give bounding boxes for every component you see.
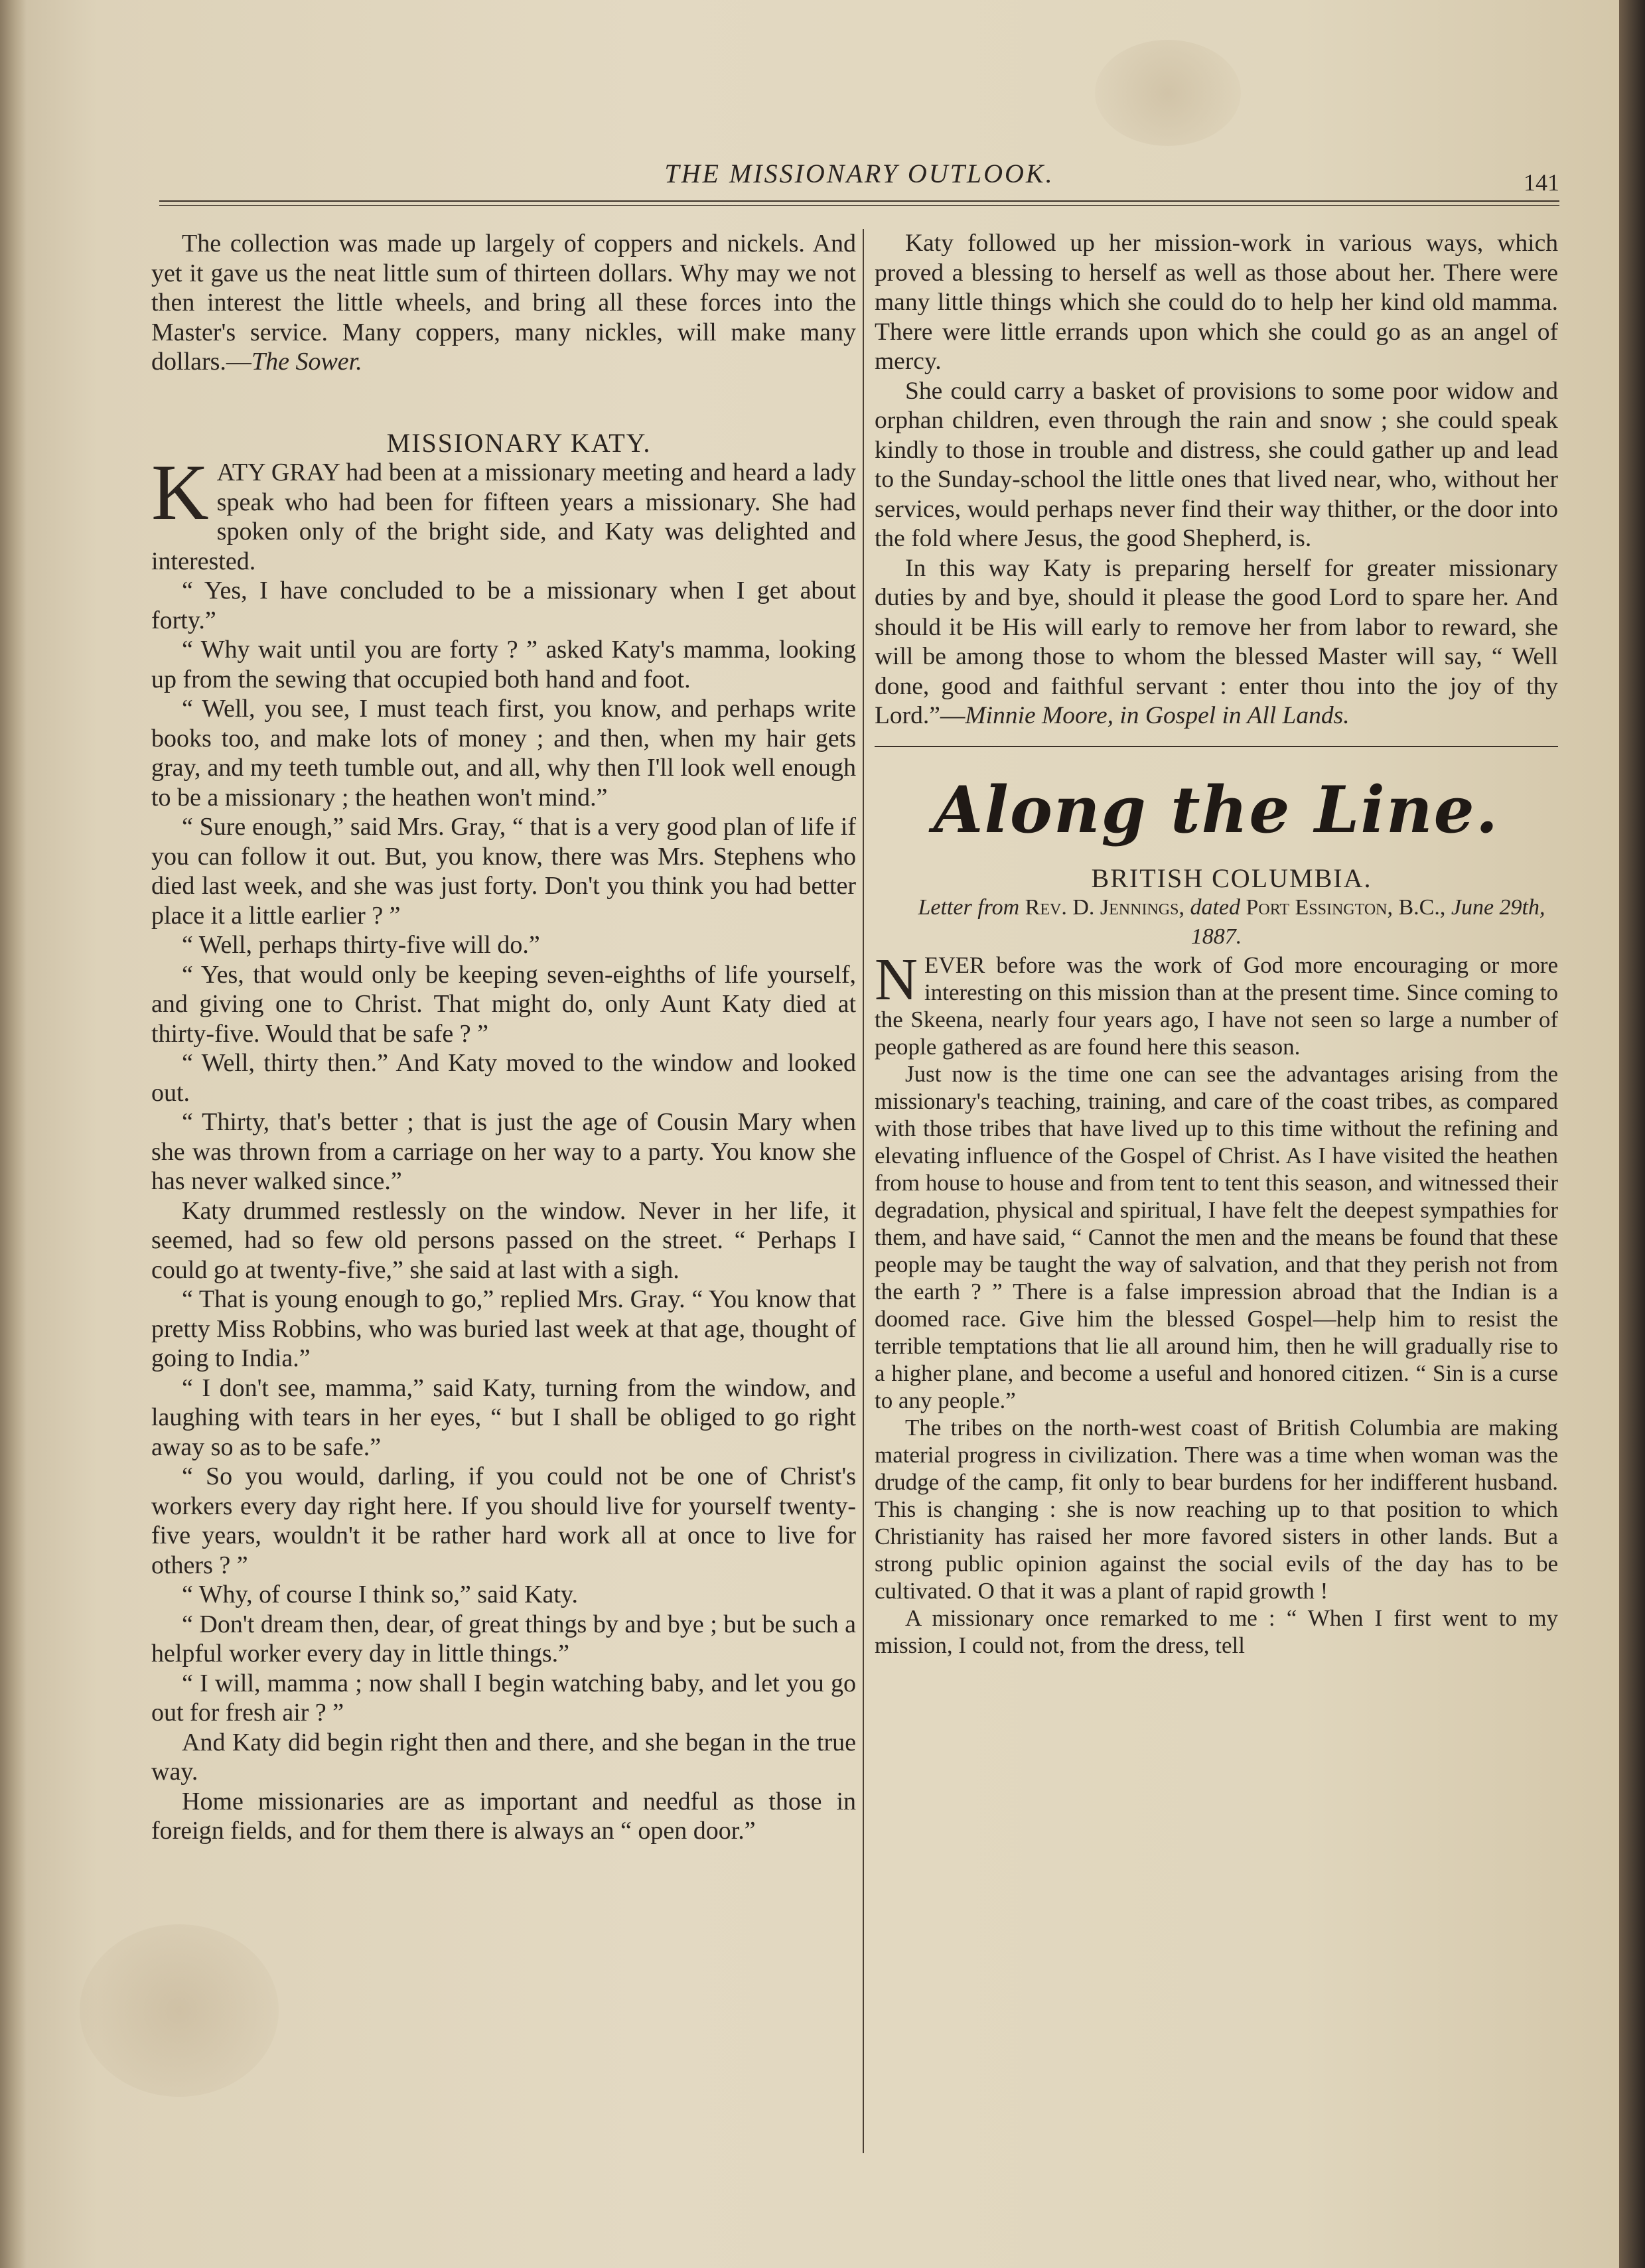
- story-attribution: Minnie Moore, in Gospel in All Lands.: [965, 702, 1350, 729]
- story-continued-paragraph: Katy followed up her mission-work in various ways, which proved a blessing to herself as well as those about her. There were many little things which she could do to help her kind old mamma. There were little errands upon which she could go as an angel of mercy.: [875, 230, 1558, 375]
- story-paragraph: And Katy did begin right then and there, and she began in the true way.: [151, 1728, 856, 1786]
- story-drop-cap: K: [151, 448, 209, 536]
- right-column: [875, 229, 1558, 1659]
- story-paragraph: “ Thirty, that's better ; that is just the age of Cousin Mary when she was thrown from a carriage on her way to a party. You know she has never walked since.”: [151, 1108, 856, 1195]
- collection-paragraph: [151, 229, 856, 377]
- story-heading: MISSIONARY KATY.: [386, 427, 652, 458]
- page-header: [159, 158, 1559, 198]
- byline-author: Rev. D. Jennings,: [1025, 895, 1184, 920]
- byline-dated: dated: [1190, 895, 1241, 920]
- spacer: [151, 377, 856, 429]
- paper-stain: [1095, 40, 1241, 146]
- collection-text: The collection was made up largely of coppers and nickels. And yet it gave us the neat little sum of thirteen dollars. Why may we not then interest the little wheels, and bring all these forces into the Master's service. Many coppers, many nickles, will make many dollars.—: [151, 230, 856, 376]
- story-paragraph: “ Well, you see, I must teach first, you know, and perhaps write books too, and make lots of money ; and then, when my hair gets gray, and my teeth tumble out, and all, why then I'll look well enough to be a missionary ; the heathen won't mind.”: [151, 695, 856, 812]
- running-title: THE MISSIONARY OUTLOOK.: [664, 159, 1054, 188]
- story-paragraph: “ Sure enough,” said Mrs. Gray, “ that is a very good plan of life if you can follow it out. But, you know, there was Mrs. Stephens who died last week, and she was just forty. Don't you think you had better place it a little earlier ? ”: [151, 813, 856, 930]
- story-opening-paragraph: [151, 448, 856, 576]
- story-paragraph: “ Why, of course I think so,” said Katy.: [182, 1581, 578, 1608]
- story-paragraph: “ So you would, darling, if you could not be one of Christ's workers every day right here. If you should live for yourself twenty-five years, wouldn't it be rather hard work all at once to live for others ? ”: [151, 1462, 856, 1579]
- letter-drop-cap: N: [875, 947, 918, 1013]
- region-heading: BRITISH COLUMBIA.: [1091, 863, 1372, 893]
- letter-body: [875, 947, 1558, 1659]
- story-paragraph: “ I don't see, mamma,” said Katy, turning from the window, and laughing with tears in her eyes, “ but I shall be obliged to go right away so as to be safe.”: [151, 1374, 856, 1461]
- along-the-line-title: Along the Line.: [933, 772, 1500, 847]
- byline-prefix: Letter from: [918, 895, 1020, 920]
- story-opening-text: ATY GRAY had been at a missionary meeting and heard a lady speak who had been for fifteen years a missionary. She had spoken only of the bright side, and Katy was delighted and interested.: [151, 459, 856, 575]
- story-closing-paragraph: [875, 554, 1558, 731]
- story-paragraph: “ Well, thirty then.” And Katy moved to the window and looked out.: [151, 1049, 856, 1107]
- letter-opening-text: EVER before was the work of God more encouraging or more interesting on this mission than at the present time. Since coming to the Skeena, nearly four years ago, I have not seen so large a number of people gathered as are found here this season.: [875, 952, 1558, 1060]
- letter-byline: [875, 893, 1558, 952]
- story-paragraph: “ Well, perhaps thirty-five will do.”: [182, 931, 540, 959]
- byline-place: Port Essington, B.C.,: [1246, 895, 1446, 920]
- story-paragraph: “ Yes, I have concluded to be a missionary when I get about forty.”: [151, 577, 856, 634]
- story-paragraph: “ Yes, that would only be keeping seven-eighths of life yourself, and giving one to Christ. That might do, only Aunt Katy died at thirty-five. Would that be safe ? ”: [151, 960, 856, 1048]
- letter-paragraph: Just now is the time one can see the advantages arising from the missionary's teaching, training, and care of the coast tribes, as compared with those tribes that have lived up to this time without the refining and elevating influence of the Gospel of Christ. As I have visited the heathen from house to house and from tent to tent this season, and witnessed their degradation, physical and spiritual, I have felt the deepest sympathies for them, and have said, “ Cannot the men and the means be found that these people may be taught the way of salvation, and that they perish not from the earth ? ” There is a false impression abroad that the Indian is a doomed race. Give him the blessed Gospel—help him to resist the terrible temptations that lie all around him, then he will gradually rise to a higher plane, and become a useful and honored citizen. “ Sin is a curse to any people.”: [875, 1061, 1558, 1413]
- story-paragraph: “ I will, mamma ; now shall I begin watching baby, and let you go out for fresh air ? ”: [151, 1669, 856, 1727]
- left-column: [151, 229, 856, 1846]
- page-number: 141: [1524, 169, 1559, 196]
- collection-attribution: The Sower.: [251, 348, 362, 376]
- letter-paragraph: A missionary once remarked to me : “ When I first went to my mission, I could not, from the dress, tell: [875, 1605, 1558, 1658]
- story-closing-text: In this way Katy is preparing herself for greater missionary duties by and bye, should it please the good Lord to spare her. And should it be His will early to remove her from labor to reward, she will be among those to whom the blessed Master will say, “ Well done, good and faithful servant : enter thou into the joy of thy Lord.”—: [875, 554, 1558, 729]
- story-paragraph: Katy drummed restlessly on the window. Never in her life, it seemed, had so few old persons passed on the street. “ Perhaps I could go at twenty-five,” she said at last with a sigh.: [151, 1196, 856, 1284]
- page-spine-shadow: [0, 0, 27, 2268]
- byline-date: June 29th, 1887.: [1190, 895, 1545, 949]
- story-paragraph: Home missionaries are as important and needful as those in foreign fields, and for them there is always an “ open door.”: [151, 1787, 856, 1845]
- section-rule: [875, 746, 1558, 747]
- page-edge-shadow: [1619, 0, 1645, 2268]
- letter-opening-paragraph: [875, 947, 1558, 1060]
- story-paragraph: “ Don't dream then, dear, of great things by and bye ; but be such a helpful worker every day in little things.”: [151, 1610, 856, 1667]
- letter-paragraph: The tribes on the north-west coast of British Columbia are making material progress in civilization. There was a time when woman was the drudge of the camp, fit only to bear burdens for her indifferent husband. This is changing : she is now reaching up to that position to which Christianity has raised her more favored sisters in other lands. But a strong public opinion against the social evils of the day has to be cultivated. O that it was a plant of rapid growth !: [875, 1415, 1558, 1604]
- story-paragraph: “ Why wait until you are forty ? ” asked Katy's mamma, looking up from the sewing that occupied both hand and foot.: [151, 636, 856, 693]
- column-divider: [863, 229, 864, 2153]
- header-rule-left: [159, 200, 1559, 206]
- paper-stain: [80, 1924, 279, 2097]
- story-paragraph: “ That is young enough to go,” replied Mrs. Gray. “ You know that pretty Miss Robbins, who was buried last week at that age, thought of going to India.”: [151, 1285, 856, 1372]
- story-continued-paragraph: She could carry a basket of provisions to some poor widow and orphan children, even through the rain and snow ; she could speak kindly to those in trouble and distress, she could gather up and lead to the Sunday-school the little ones that lived near, who, without her services, would perhaps never find their way thither, or the door into the fold where Jesus, the good Shepherd, is.: [875, 377, 1558, 552]
